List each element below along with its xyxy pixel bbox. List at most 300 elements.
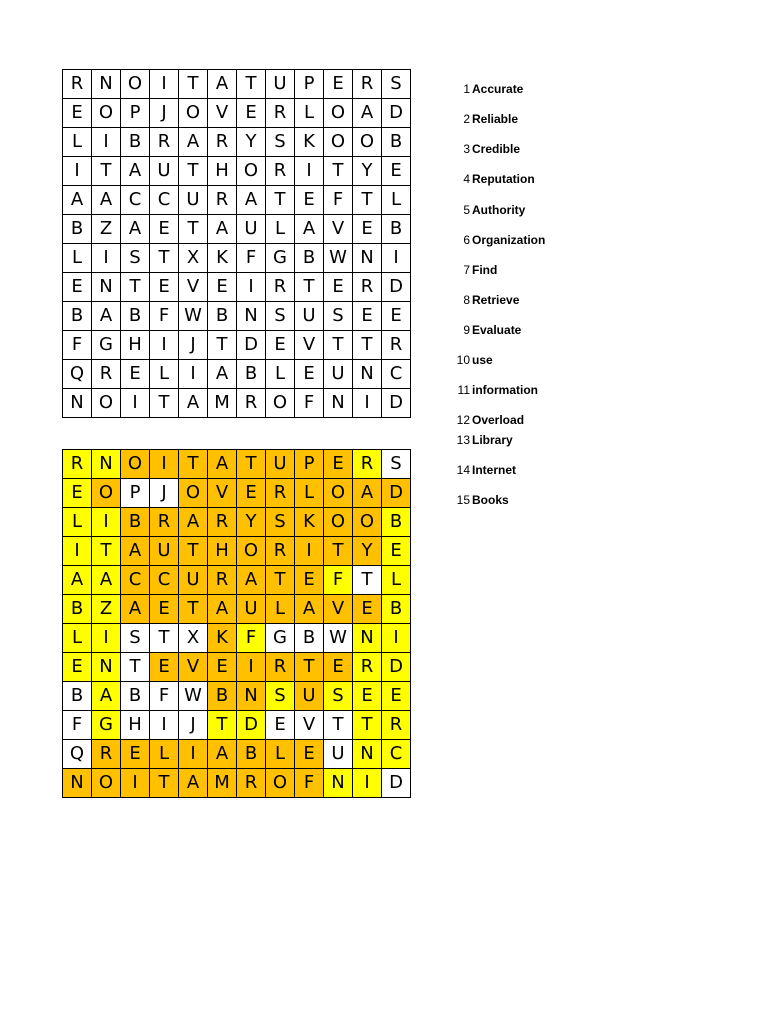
grid-cell: O: [324, 99, 353, 128]
word-label: Library: [472, 433, 513, 447]
word-label: Books: [472, 493, 509, 507]
grid-cell: O: [237, 537, 266, 566]
grid-cell: F: [237, 244, 266, 273]
grid-cell: D: [382, 99, 411, 128]
grid-cell: R: [63, 70, 92, 99]
grid-cell: P: [121, 99, 150, 128]
grid-row: [63, 479, 411, 508]
grid-row: [63, 273, 411, 302]
grid-cell: U: [266, 450, 295, 479]
grid-row: [63, 682, 411, 711]
grid-cell: B: [63, 595, 92, 624]
grid-cell: I: [237, 653, 266, 682]
grid-cell: A: [208, 450, 237, 479]
grid-cell: I: [295, 157, 324, 186]
grid-cell: Q: [63, 740, 92, 769]
grid-cell: U: [150, 157, 179, 186]
grid-cell: R: [353, 653, 382, 682]
grid-cell: N: [63, 769, 92, 798]
grid-cell: T: [179, 215, 208, 244]
grid-cell: A: [208, 740, 237, 769]
grid-cell: E: [121, 360, 150, 389]
grid-cell: A: [237, 186, 266, 215]
grid-cell: N: [92, 450, 121, 479]
word-number: 13: [456, 433, 470, 447]
word-label: Authority: [472, 203, 526, 217]
grid-cell: E: [237, 99, 266, 128]
grid-cell: R: [266, 157, 295, 186]
grid-cell: E: [353, 215, 382, 244]
grid-cell: K: [295, 128, 324, 157]
grid-cell: A: [121, 537, 150, 566]
grid-row: [63, 450, 411, 479]
grid-cell: T: [295, 273, 324, 302]
word-number: 2: [463, 112, 470, 126]
grid-cell: E: [150, 653, 179, 682]
grid-cell: T: [121, 273, 150, 302]
grid-cell: D: [382, 389, 411, 418]
grid-cell: D: [237, 711, 266, 740]
grid-cell: J: [179, 711, 208, 740]
grid-cell: E: [63, 99, 92, 128]
grid-cell: E: [295, 360, 324, 389]
grid-cell: H: [208, 157, 237, 186]
grid-cell: N: [353, 244, 382, 273]
grid-cell: R: [382, 331, 411, 360]
word-number: 1: [463, 82, 470, 96]
grid-cell: E: [266, 331, 295, 360]
grid-cell: F: [324, 566, 353, 595]
grid-cell: R: [208, 128, 237, 157]
grid-cell: S: [266, 128, 295, 157]
grid-cell: O: [324, 508, 353, 537]
word-label: Accurate: [472, 82, 524, 96]
word-label: use: [472, 353, 493, 367]
grid-row: [63, 302, 411, 331]
grid-cell: I: [353, 769, 382, 798]
grid-cell: E: [63, 479, 92, 508]
grid-cell: H: [121, 711, 150, 740]
word-item: [440, 233, 545, 247]
grid-cell: L: [63, 128, 92, 157]
grid-cell: I: [150, 450, 179, 479]
grid-cell: L: [150, 360, 179, 389]
word-item: [440, 493, 509, 507]
grid-cell: I: [92, 244, 121, 273]
grid-cell: X: [179, 624, 208, 653]
grid-cell: B: [237, 740, 266, 769]
grid-cell: A: [208, 360, 237, 389]
grid-cell: M: [208, 769, 237, 798]
grid-cell: R: [237, 769, 266, 798]
grid-cell: N: [324, 769, 353, 798]
word-number: 9: [463, 323, 470, 337]
grid-cell: L: [63, 508, 92, 537]
grid-cell: R: [150, 508, 179, 537]
grid-cell: T: [179, 595, 208, 624]
word-item: [440, 112, 518, 126]
grid-cell: A: [237, 566, 266, 595]
grid-cell: B: [63, 682, 92, 711]
grid-cell: E: [208, 653, 237, 682]
grid-cell: R: [266, 537, 295, 566]
grid-cell: A: [92, 566, 121, 595]
grid-cell: A: [121, 595, 150, 624]
grid-cell: A: [208, 595, 237, 624]
grid-cell: S: [382, 70, 411, 99]
word-item: [440, 433, 513, 447]
grid-cell: O: [353, 128, 382, 157]
grid-cell: E: [295, 740, 324, 769]
grid-cell: F: [324, 186, 353, 215]
grid-cell: I: [121, 769, 150, 798]
grid-cell: S: [266, 508, 295, 537]
grid-cell: E: [121, 740, 150, 769]
grid-cell: A: [208, 215, 237, 244]
grid-cell: D: [382, 769, 411, 798]
grid-cell: T: [150, 769, 179, 798]
grid-cell: S: [121, 624, 150, 653]
grid-cell: J: [150, 479, 179, 508]
grid-cell: U: [295, 302, 324, 331]
grid-cell: I: [63, 537, 92, 566]
grid-cell: S: [324, 682, 353, 711]
grid-cell: N: [353, 360, 382, 389]
grid-cell: O: [324, 479, 353, 508]
grid-cell: R: [208, 566, 237, 595]
grid-cell: O: [92, 479, 121, 508]
grid-cell: N: [324, 389, 353, 418]
grid-cell: U: [266, 70, 295, 99]
word-item: [440, 353, 493, 367]
grid-cell: R: [237, 389, 266, 418]
grid-cell: R: [92, 360, 121, 389]
grid-cell: S: [324, 302, 353, 331]
grid-cell: E: [63, 273, 92, 302]
grid-cell: Y: [353, 157, 382, 186]
grid-cell: V: [324, 215, 353, 244]
grid-cell: E: [324, 273, 353, 302]
puzzle-grid: [62, 69, 411, 418]
word-number: 14: [456, 463, 470, 477]
grid-cell: K: [208, 244, 237, 273]
grid-cell: T: [324, 537, 353, 566]
grid-cell: L: [295, 99, 324, 128]
grid-cell: O: [353, 508, 382, 537]
grid-cell: I: [382, 624, 411, 653]
grid-cell: R: [353, 273, 382, 302]
grid-cell: T: [324, 331, 353, 360]
grid-cell: J: [179, 331, 208, 360]
grid-cell: F: [295, 389, 324, 418]
grid-cell: E: [382, 682, 411, 711]
grid-cell: F: [63, 711, 92, 740]
grid-cell: I: [150, 711, 179, 740]
grid-cell: I: [295, 537, 324, 566]
word-number: 6: [463, 233, 470, 247]
grid-cell: B: [63, 215, 92, 244]
grid-cell: H: [208, 537, 237, 566]
word-number: 3: [463, 142, 470, 156]
grid-cell: L: [295, 479, 324, 508]
grid-cell: L: [266, 740, 295, 769]
grid-cell: B: [63, 302, 92, 331]
grid-cell: L: [266, 595, 295, 624]
grid-cell: N: [353, 740, 382, 769]
grid-cell: Y: [237, 128, 266, 157]
grid-cell: L: [150, 740, 179, 769]
grid-cell: I: [179, 740, 208, 769]
grid-row: [63, 186, 411, 215]
grid-row: [63, 711, 411, 740]
word-label: Internet: [472, 463, 517, 477]
word-number: 11: [457, 383, 470, 397]
grid-cell: T: [295, 653, 324, 682]
word-item: [440, 203, 525, 217]
grid-cell: O: [179, 99, 208, 128]
grid-cell: W: [179, 682, 208, 711]
grid-cell: B: [295, 624, 324, 653]
grid-cell: V: [324, 595, 353, 624]
grid-cell: A: [179, 128, 208, 157]
grid-cell: O: [121, 70, 150, 99]
grid-cell: C: [121, 186, 150, 215]
grid-cell: S: [266, 682, 295, 711]
grid-cell: P: [295, 70, 324, 99]
grid-cell: T: [353, 711, 382, 740]
grid-cell: N: [353, 624, 382, 653]
word-number: 4: [463, 172, 470, 186]
grid-cell: U: [237, 595, 266, 624]
grid-cell: C: [382, 360, 411, 389]
grid-cell: N: [92, 70, 121, 99]
grid-row: [63, 157, 411, 186]
word-number: 5: [463, 203, 470, 217]
grid-cell: T: [150, 624, 179, 653]
grid-cell: V: [208, 99, 237, 128]
grid-cell: C: [121, 566, 150, 595]
grid-cell: T: [150, 244, 179, 273]
grid-cell: A: [121, 157, 150, 186]
grid-cell: Z: [92, 595, 121, 624]
grid-cell: G: [266, 624, 295, 653]
grid-cell: P: [121, 479, 150, 508]
grid-cell: T: [208, 331, 237, 360]
grid-cell: E: [324, 653, 353, 682]
grid-cell: T: [208, 711, 237, 740]
grid-cell: T: [179, 537, 208, 566]
grid-row: [63, 389, 411, 418]
word-item: [440, 293, 519, 307]
grid-cell: I: [382, 244, 411, 273]
grid-cell: L: [382, 566, 411, 595]
grid-cell: A: [353, 479, 382, 508]
grid-cell: T: [179, 70, 208, 99]
grid-cell: B: [121, 302, 150, 331]
grid-cell: E: [353, 595, 382, 624]
grid-cell: Z: [92, 215, 121, 244]
grid-cell: K: [295, 508, 324, 537]
word-item: [440, 172, 535, 186]
grid-cell: E: [266, 711, 295, 740]
grid-cell: T: [324, 157, 353, 186]
grid-cell: T: [150, 389, 179, 418]
grid-cell: R: [353, 70, 382, 99]
grid-row: [63, 128, 411, 157]
grid-cell: Y: [353, 537, 382, 566]
word-number: 8: [463, 293, 470, 307]
grid-cell: I: [121, 389, 150, 418]
grid-cell: U: [295, 682, 324, 711]
grid-row: [63, 215, 411, 244]
grid-cell: D: [382, 273, 411, 302]
grid-cell: I: [92, 624, 121, 653]
grid-cell: B: [208, 302, 237, 331]
grid-cell: F: [237, 624, 266, 653]
grid-cell: V: [208, 479, 237, 508]
grid-cell: O: [179, 479, 208, 508]
grid-cell: Q: [63, 360, 92, 389]
grid-cell: S: [382, 450, 411, 479]
grid-cell: A: [179, 508, 208, 537]
grid-cell: Y: [237, 508, 266, 537]
grid-cell: B: [121, 508, 150, 537]
grid-row: [63, 244, 411, 273]
grid-cell: G: [266, 244, 295, 273]
word-number: 12: [456, 413, 470, 427]
grid-cell: I: [150, 70, 179, 99]
grid-cell: T: [266, 186, 295, 215]
word-label: Organization: [472, 233, 546, 247]
grid-cell: B: [295, 244, 324, 273]
word-label: Reputation: [472, 172, 535, 186]
grid-cell: S: [266, 302, 295, 331]
grid-cell: A: [63, 186, 92, 215]
grid-cell: G: [92, 331, 121, 360]
grid-cell: A: [121, 215, 150, 244]
grid-cell: O: [266, 769, 295, 798]
grid-cell: T: [324, 711, 353, 740]
grid-cell: E: [324, 450, 353, 479]
grid-cell: T: [92, 157, 121, 186]
grid-cell: P: [295, 450, 324, 479]
word-label: Evaluate: [472, 323, 522, 337]
grid-cell: O: [92, 99, 121, 128]
grid-cell: B: [382, 595, 411, 624]
grid-cell: U: [324, 740, 353, 769]
grid-cell: A: [179, 389, 208, 418]
grid-cell: C: [150, 566, 179, 595]
grid-cell: L: [382, 186, 411, 215]
grid-cell: E: [382, 302, 411, 331]
grid-cell: R: [208, 186, 237, 215]
word-item: [440, 82, 523, 96]
grid-cell: I: [92, 128, 121, 157]
grid-cell: A: [208, 70, 237, 99]
grid-cell: E: [353, 302, 382, 331]
grid-cell: S: [121, 244, 150, 273]
word-label: Credible: [472, 142, 521, 156]
grid-cell: T: [237, 450, 266, 479]
grid-cell: T: [92, 537, 121, 566]
grid-cell: H: [121, 331, 150, 360]
grid-cell: R: [63, 450, 92, 479]
word-label: information: [472, 383, 538, 397]
grid-cell: L: [63, 244, 92, 273]
word-label: Overload: [472, 413, 525, 427]
grid-cell: I: [150, 331, 179, 360]
grid-cell: U: [237, 215, 266, 244]
grid-cell: M: [208, 389, 237, 418]
grid-cell: F: [150, 682, 179, 711]
grid-cell: W: [179, 302, 208, 331]
grid-cell: V: [295, 711, 324, 740]
grid-cell: C: [382, 740, 411, 769]
grid-cell: E: [353, 682, 382, 711]
grid-row: [63, 360, 411, 389]
grid-row: [63, 740, 411, 769]
grid-cell: O: [92, 389, 121, 418]
grid-cell: N: [92, 653, 121, 682]
grid-cell: N: [63, 389, 92, 418]
grid-cell: X: [179, 244, 208, 273]
grid-cell: C: [150, 186, 179, 215]
grid-cell: I: [237, 273, 266, 302]
grid-cell: N: [92, 273, 121, 302]
grid-cell: I: [179, 360, 208, 389]
grid-cell: U: [324, 360, 353, 389]
grid-cell: W: [324, 244, 353, 273]
grid-cell: E: [382, 537, 411, 566]
grid-cell: E: [63, 653, 92, 682]
grid-cell: D: [237, 331, 266, 360]
grid-row: [63, 566, 411, 595]
grid-cell: F: [295, 769, 324, 798]
word-number: 15: [456, 493, 470, 507]
grid-cell: T: [353, 186, 382, 215]
word-number: 10: [456, 353, 470, 367]
word-item: [440, 142, 520, 156]
grid-cell: R: [208, 508, 237, 537]
grid-cell: B: [382, 128, 411, 157]
grid-cell: A: [353, 99, 382, 128]
grid-cell: I: [92, 508, 121, 537]
grid-row: [63, 537, 411, 566]
grid-cell: O: [324, 128, 353, 157]
grid-cell: L: [266, 215, 295, 244]
grid-cell: T: [121, 653, 150, 682]
grid-cell: T: [237, 70, 266, 99]
grid-cell: K: [208, 624, 237, 653]
grid-cell: R: [266, 99, 295, 128]
grid-cell: E: [150, 273, 179, 302]
grid-cell: W: [324, 624, 353, 653]
grid-cell: O: [266, 389, 295, 418]
grid-row: [63, 595, 411, 624]
grid-cell: U: [150, 537, 179, 566]
grid-cell: F: [150, 302, 179, 331]
grid-cell: R: [266, 273, 295, 302]
word-item: [440, 383, 538, 397]
solution-grid: [62, 449, 411, 798]
grid-cell: V: [295, 331, 324, 360]
grid-cell: B: [382, 508, 411, 537]
grid-cell: J: [150, 99, 179, 128]
grid-cell: V: [179, 273, 208, 302]
grid-cell: T: [179, 157, 208, 186]
grid-cell: V: [179, 653, 208, 682]
grid-cell: A: [295, 595, 324, 624]
